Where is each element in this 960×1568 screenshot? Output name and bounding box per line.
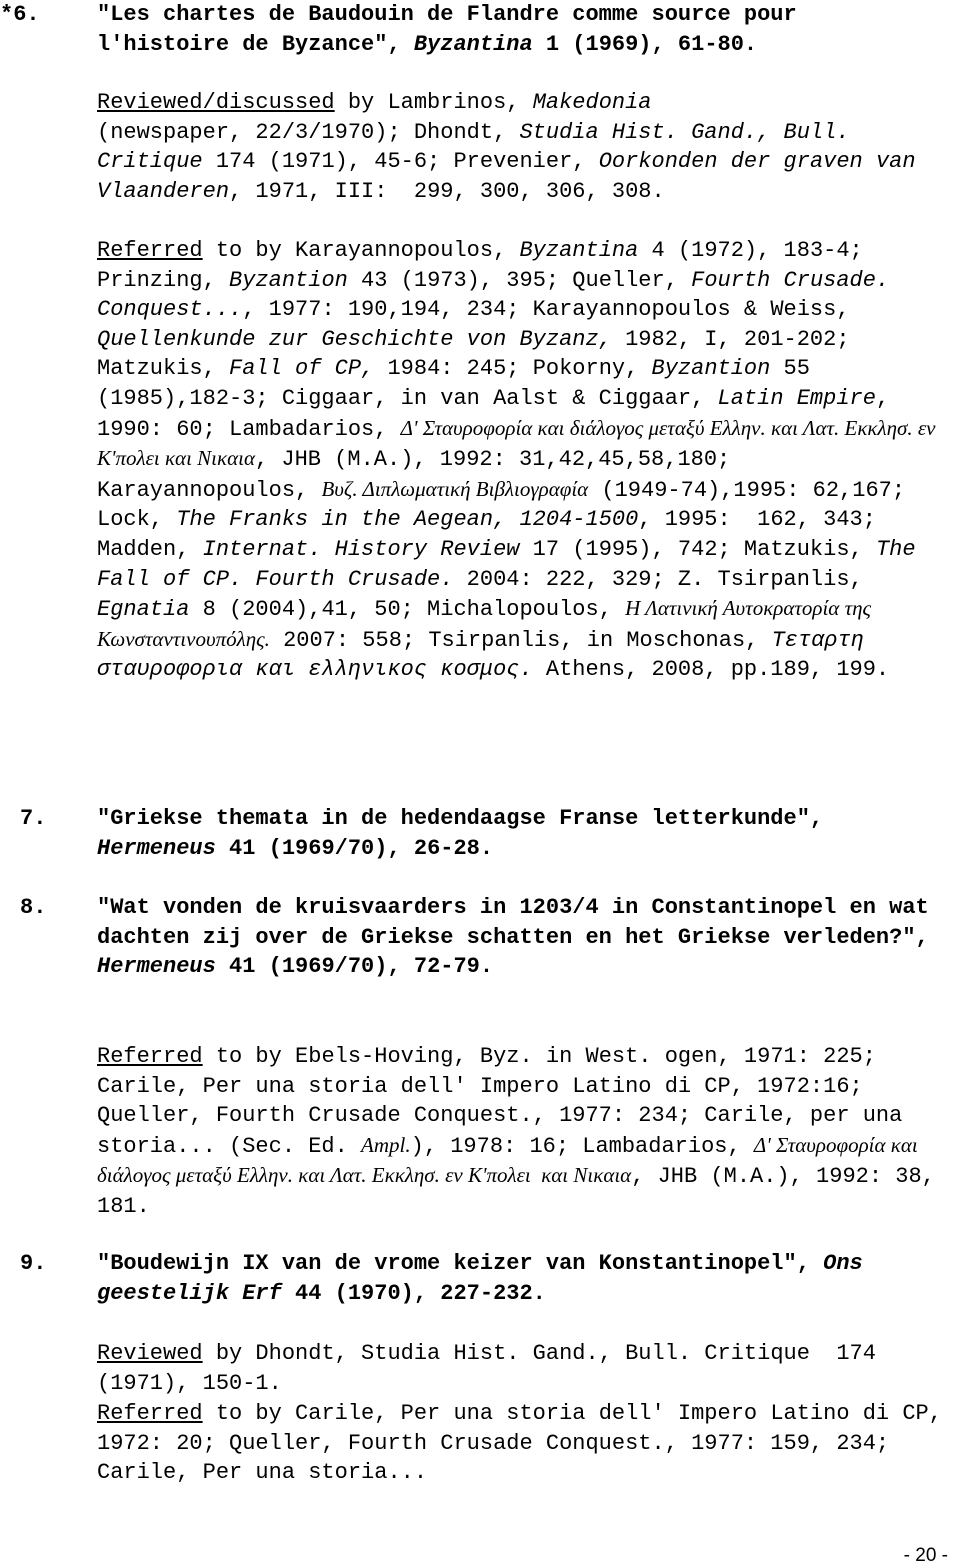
reviewed-paragraph: Reviewed/discussed by Lambrinos, Makedonia (newspaper, 22/3/1970); Dhondt, Studia Hist. Gand., Bull. Critique 174 (1971), 45-6; Prevenier, Oorkonden der graven van Vlaanderen, 1971, III: 299, 300, 306, 308.	[97, 90, 929, 204]
entry-title: "Les chartes de Baudouin de Flandre comme source pour l'histoire de Byzance", Byzantina 1 (1969), 61-80.	[97, 2, 797, 57]
entry-number: 7.	[20, 806, 47, 831]
referred-label: Referred	[97, 1044, 203, 1069]
reviewed-paragraph: Reviewed by Dhondt, Studia Hist. Gand., Bull. Critique 174 (1971), 150-1.	[97, 1341, 890, 1396]
reviewed-label: Reviewed/discussed	[97, 90, 335, 115]
referred-label: Referred	[97, 1401, 203, 1426]
entry-number: 9.	[20, 1251, 47, 1276]
referred-paragraph: Referred to by Ebels-Hoving, Byz. in West. ogen, 1971: 225; Carile, Per una storia dell' Impero Latino di CP, 1972:16; Queller, Fourth Crusade Conquest., 1977: 234; Carile, per una storia... (Sec. Ed. Ampl.), 1978: 16; Lambadarios, Δ' Σταυροφορία και διάλογος μεταξύ Ελλην. και Λατ. Εκκλησ. εν Κ'πολει και Νικαια, JHB (M.A.), 1992: 38, 181.	[97, 1044, 949, 1219]
referred-paragraph: Referred to by Karayannopoulos, Byzantina 4 (1972), 183-4; Prinzing, Byzantion 43 (1973), 395; Queller, Fourth Crusade. Conquest..., 1977: 190,194, 234; Karayannopoulos & Weiss, Quellenkunde zur Geschichte von Byzanz, 1982, I, 201-202; Matzukis, Fall of CP, 1984: 245; Pokorny, Byzantion 55 (1985),182-3; Ciggaar, in van Aalst & Ciggaar, Latin Empire, 1990: 60; Lambadarios, Δ' Σταυροφορία και διάλογος μεταξύ Ελλην. και Λατ. Εκκλησ. εν Κ'πολει και Νικαια, JHB (M.A.), 1992: 31,42,45,58,180; Karayannopoulos, Βυζ. Διπλωματική Βιβλιογραφία (1949-74),1995: 62,167; Lock, The Franks in the Aegean, 1204-1500, 1995: 162, 343; Madden, Internat. History Review 17 (1995), 742; Matzukis, The Fall of CP. Fourth Crusade. 2004: 222, 329; Z. Tsirpanlis, Egnatia 8 (2004),41, 50; Michalopoulos, Η Λατινική Αυτοκρατορία της Κωνσταντινουπόλης. 2007: 558; Tsirpanlis, in Moschonas, Τεταρτη σταυροφορια και ελληνικος κοσμος. Athens, 2008, pp.189, 199.	[97, 238, 941, 683]
entry-number: 8.	[20, 895, 47, 920]
reviewed-label: Reviewed	[97, 1341, 203, 1366]
entry-title: "Boudewijn IX van de vrome keizer van Konstantinopel", Ons geestelijk Erf 44 (1970), 227-232.	[97, 1251, 876, 1306]
referred-paragraph: Referred to by Carile, Per una storia dell' Impero Latino di CP, 1972: 20; Queller, Fourth Crusade Conquest., 1977: 159, 234; Carile, Per una storia...	[97, 1401, 956, 1486]
entry-title: "Wat vonden de kruisvaarders in 1203/4 in Constantinopel en wat dachten zij over de Griekse schatten en het Griekse verleden?", Hermeneus 41 (1969/70), 72-79.	[97, 895, 942, 980]
referred-label: Referred	[97, 238, 203, 263]
page-number: - 20 -	[903, 1545, 948, 1566]
entry-number: *6.	[0, 2, 40, 27]
entry-title: "Griekse themata in de hedendaagse Franse letterkunde", Hermeneus 41 (1969/70), 26-28.	[97, 806, 837, 861]
